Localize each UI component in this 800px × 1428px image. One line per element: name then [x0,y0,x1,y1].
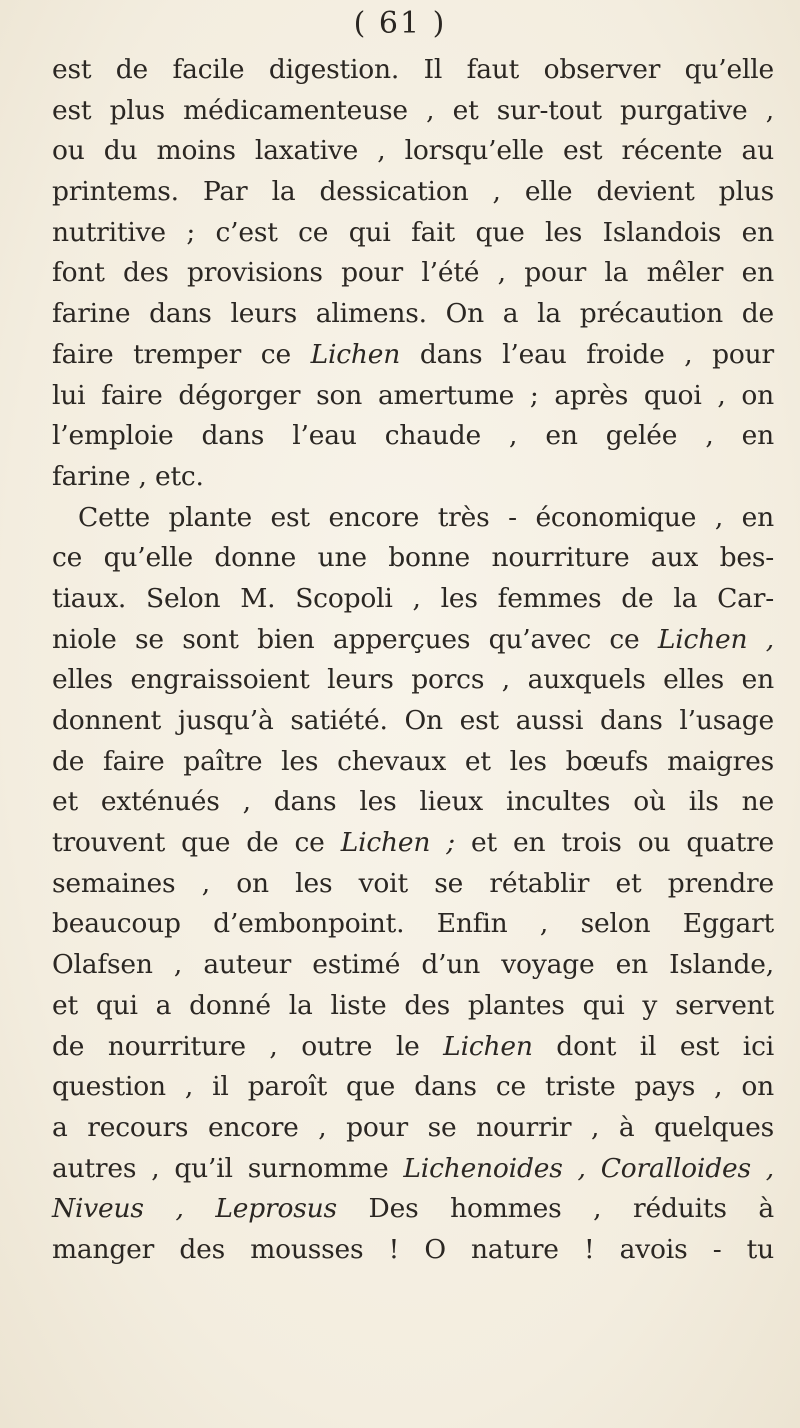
text-segment: elles engraissoient leurs porcs , auxquels elles en [52,664,774,696]
text-segment: lui faire dégorger son amertume ; après quoi , on [52,379,774,411]
text-line [52,498,774,539]
text-segment: nutritive ; c’est ce qui fait que les Islandois en [52,216,774,248]
text-segment: Cette plante est encore très - économique , en [78,501,774,533]
paragraph [52,498,774,1271]
text-line [52,457,774,498]
italic-text: Lichen [310,338,401,370]
text-segment: font des provisions pour l’été , pour la mêler en [52,257,774,289]
text-segment: de nourriture , outre le [52,1030,444,1062]
text-segment: manger des mousses ! O nature ! avois - tu [52,1233,774,1265]
text-segment: et exténués , dans les lieux incultes où ils ne [52,786,774,818]
text-segment: Des hommes , réduits à [336,1193,774,1225]
text-segment: dont il est ici [532,1030,774,1062]
text-line [52,538,774,579]
text-line [52,1067,774,1108]
text-segment: est plus médicamenteuse , et sur-tout purgative , [52,94,774,126]
text-line [52,294,774,335]
body-text [52,50,774,1271]
text-segment: et en trois ou quatre [455,827,775,859]
text-line [52,660,774,701]
text-line [52,986,774,1027]
text-line [52,701,774,742]
text-line [52,50,774,91]
text-segment: Olafsen , auteur estimé d’un voyage en Islande, [52,949,774,981]
text-segment: beaucoup d’embonpoint. Enfin , selon Eggart [52,908,774,940]
text-segment: niole se sont bien apperçues qu’avec ce [52,623,658,655]
text-line [52,904,774,945]
text-line [52,335,774,376]
text-line [52,823,774,864]
text-line [52,131,774,172]
text-segment: ce qu’elle donne une bonne nourriture aux bes- [52,542,774,574]
text-line [52,742,774,783]
text-segment: farine , etc. [52,460,204,492]
text-segment: printems. Par la dessication , elle devient plus [52,176,774,208]
text-line [52,620,774,661]
italic-text: Lichen ; [340,827,455,859]
text-segment: semaines , on les voit se rétablir et prendre [52,867,774,899]
paragraph [52,50,774,498]
text-segment: a recours encore , pour se nourrir , à quelques [52,1111,774,1143]
text-segment: dans l’eau froide , pour [400,338,774,370]
text-segment: de faire paître les chevaux et les bœufs maigres [52,745,774,777]
text-line [52,1149,774,1190]
text-segment: est de facile digestion. Il faut observer qu’elle [52,54,774,85]
text-line [52,253,774,294]
text-line [52,864,774,905]
italic-text: Lichenoides , Coralloides , [403,1152,775,1184]
text-line [52,1108,774,1149]
text-segment: et qui a donné la liste des plantes qui y servent [52,989,774,1021]
text-segment: question , il paroît que dans ce triste pays , on [52,1071,774,1103]
text-segment: farine dans leurs alimens. On a la précaution de [52,298,774,330]
text-segment: tiaux. Selon M. Scopoli , les femmes de la Car- [52,582,774,614]
italic-text: Lichen , [657,623,774,655]
text-line [52,376,774,417]
text-line [52,579,774,620]
text-line [52,416,774,457]
italic-text: Lichen [443,1030,533,1062]
text-line [52,782,774,823]
italic-text: Niveus , Leprosus [52,1193,337,1225]
text-line [52,1230,774,1271]
text-line [52,1189,774,1230]
text-segment: l’emploie dans l’eau chaude , en gelée , en [52,420,774,452]
text-segment: faire tremper ce [52,338,311,370]
text-segment: autres , qu’il surnomme [52,1152,404,1184]
text-line [52,945,774,986]
text-segment: ou du moins laxative , lorsqu’elle est récente au [52,135,774,167]
text-line [52,91,774,132]
text-segment: donnent jusqu’à satiété. On est aussi dans l’usage [52,705,774,736]
text-line [52,213,774,254]
text-line [52,172,774,213]
page-number: ( 61 ) [353,6,447,41]
text-segment: trouvent que de ce [52,827,341,859]
text-line [52,1027,774,1068]
